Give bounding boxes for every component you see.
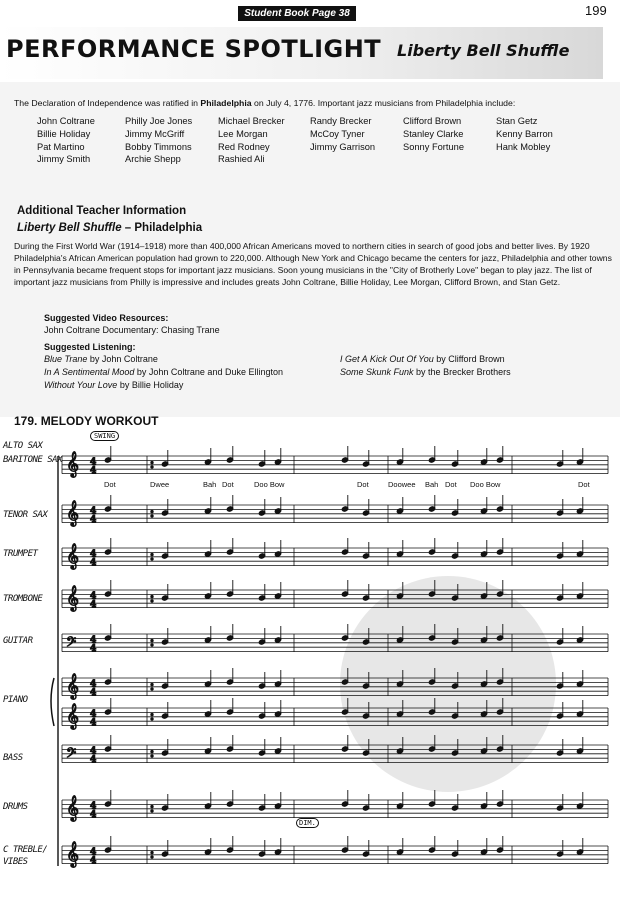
musicians-column-1 (37, 115, 95, 166)
lyric: Dwee (150, 480, 170, 489)
dim-marking: DIM. (296, 818, 319, 828)
video-resources-heading: Suggested Video Resources: (44, 313, 169, 323)
clef-icon: 𝄢 (66, 634, 77, 653)
repeat-dot (151, 553, 153, 555)
instrument-label: VIBES (3, 857, 28, 867)
repeat-dot (151, 688, 153, 690)
list-item: Hank Mobley (496, 141, 551, 152)
clef-icon: 𝄞 (66, 452, 80, 477)
page-title: PERFORMANCE SPOTLIGHT (6, 35, 382, 63)
clef-icon: 𝄞 (66, 544, 80, 569)
repeat-dot (151, 461, 153, 463)
time-signature: 4 (90, 635, 97, 646)
repeat-dot (151, 683, 153, 685)
intro-text: The Declaration of Independence was ratified in Philadelphia on July 4, 1776. Important jazz musicians from Philadelphia include: (14, 98, 516, 108)
repeat-dot (151, 558, 153, 560)
repeat-dot (151, 515, 153, 517)
teacher-info-song-heading: Liberty Bell Shuffle – Philadelphia (17, 222, 203, 234)
list-item: Stan Getz (496, 116, 538, 126)
lyric: Dot (357, 480, 369, 489)
piano-brace (51, 678, 54, 726)
list-item: Archie Shepp (125, 154, 181, 165)
repeat-dot (151, 851, 153, 853)
instrument-label: PIANO (3, 695, 28, 705)
clef-icon: 𝄞 (66, 674, 80, 699)
time-signature: 4 (90, 810, 97, 820)
list-item: Jimmy Smith (37, 154, 91, 165)
instrument-label: TRUMPET (3, 549, 38, 559)
time-signature: 4 (90, 457, 97, 468)
clef-icon: 𝄞 (66, 704, 80, 729)
page-number: 199 (585, 3, 607, 18)
repeat-dot (151, 600, 153, 602)
instrument-label: DRUMS (3, 802, 28, 812)
instrument-label: BASS (3, 753, 23, 763)
lyric: Dot (445, 480, 457, 489)
time-signature: 4 (90, 688, 97, 698)
musicians-column-3 (218, 115, 285, 166)
time-signature: 4 (90, 679, 97, 690)
list-item: Kenny Barron (496, 128, 553, 139)
list-item: Bobby Timmons (125, 141, 192, 152)
lyric: Bah (203, 480, 217, 489)
list-item: Jimmy McGriff (125, 128, 185, 139)
lyric: Bah (425, 480, 439, 489)
listening-heading: Suggested Listening: (44, 342, 136, 352)
video-resource-item: John Coltrane Documentary: Chasing Trane (44, 325, 220, 335)
time-signature: 4 (90, 600, 97, 610)
repeat-dot (151, 466, 153, 468)
listening-item: I Get A Kick Out Of You by Clifford Brown (340, 354, 505, 364)
repeat-dot (151, 810, 153, 812)
time-signature: 4 (90, 466, 97, 476)
list-item: Stanley Clarke (403, 128, 464, 139)
listening-item: Without Your Love by Billie Holiday (44, 380, 184, 390)
repeat-dot (151, 713, 153, 715)
clef-icon: 𝄢 (66, 745, 77, 764)
song-title: Liberty Bell Shuffle (397, 41, 570, 60)
lyric: Dot (578, 480, 590, 489)
musicians-column-4 (310, 115, 375, 153)
instrument-label: TENOR SAX (3, 510, 48, 520)
list-item: Sonny Fortune (403, 141, 464, 152)
instrument-label: BARITONE SAX (3, 455, 63, 465)
clef-icon: 𝄞 (66, 842, 80, 867)
time-signature: 4 (90, 644, 97, 654)
repeat-dot (151, 510, 153, 512)
time-signature: 4 (90, 847, 97, 858)
lyric: Doo Bow (254, 480, 285, 489)
clef-icon: 𝄞 (66, 501, 80, 526)
list-item: Rashied Ali (218, 154, 265, 165)
repeat-dot (151, 755, 153, 757)
time-signature: 4 (90, 506, 97, 517)
list-item: Lee Morgan (218, 128, 268, 139)
teacher-info-heading: Additional Teacher Information (17, 205, 187, 217)
teacher-info-paragraph: During the First World War (1914–1918) more than 400,000 African Americans moved to northern cities in search of good jobs and better lives. By 1920 Philadelphia's African American population had grown to 220,000. Although New York and Chicago became the centers for jazz, Philadelphia and other towns in Pennsylvania became frequent stops for important jazz musicians. Soon young musicians in the "City of Brotherly Love" began to play jazz. The list of important jazz musicians from Philly is impressive and includes greats John Coltrane, Billie Holiday, Lee Morgan, Clifford Brown, and Stan Getz. (14, 241, 612, 287)
clef-icon: 𝄞 (66, 796, 80, 821)
time-signature: 4 (90, 746, 97, 757)
exercise-title: 179. MELODY WORKOUT (14, 414, 159, 428)
listening-item: In A Sentimental Mood by John Coltrane and Duke Ellington (44, 367, 283, 377)
list-item: McCoy Tyner (310, 128, 365, 139)
repeat-dot (151, 644, 153, 646)
list-item: Philly Joe Jones (125, 116, 193, 126)
list-item: Red Rodney (218, 141, 270, 152)
instrument-label: C TREBLE/ (3, 845, 48, 855)
lyric: Doowee (388, 480, 416, 489)
list-item: Michael Brecker (218, 116, 285, 126)
student-book-page-tab: Student Book Page 38 (238, 6, 356, 21)
repeat-dot (151, 856, 153, 858)
swing-marking: SWING (90, 431, 119, 441)
musicians-column-6 (496, 115, 553, 153)
clef-icon: 𝄞 (66, 586, 80, 611)
instrument-label: GUITAR (3, 636, 33, 646)
repeat-dot (151, 750, 153, 752)
list-item: Billie Holiday (37, 128, 91, 139)
time-signature: 4 (90, 591, 97, 602)
time-signature: 4 (90, 549, 97, 560)
repeat-dot (151, 639, 153, 641)
list-item: John Coltrane (37, 116, 95, 126)
repeat-dot (151, 718, 153, 720)
lyric: Doo Bow (470, 480, 501, 489)
listening-item: Some Skunk Funk by the Brecker Brothers (340, 367, 511, 377)
lyric: Dot (104, 480, 116, 489)
time-signature: 4 (90, 801, 97, 812)
time-signature: 4 (90, 515, 97, 525)
time-signature: 4 (90, 558, 97, 568)
list-item: Pat Martino (37, 141, 85, 152)
repeat-dot (151, 805, 153, 807)
time-signature: 4 (90, 755, 97, 765)
list-item: Clifford Brown (403, 116, 462, 126)
musicians-column-5 (403, 115, 464, 153)
repeat-dot (151, 595, 153, 597)
lyric: Dot (222, 480, 234, 489)
list-item: Jimmy Garrison (310, 141, 376, 152)
time-signature: 4 (90, 856, 97, 866)
listening-item: Blue Trane by John Coltrane (44, 354, 158, 364)
list-item: Randy Brecker (310, 116, 372, 126)
music-score (0, 428, 640, 904)
time-signature: 4 (90, 709, 97, 720)
instrument-label: ALTO SAX (3, 441, 43, 451)
musicians-column-2 (125, 115, 192, 166)
instrument-label: TROMBONE (3, 594, 43, 604)
time-signature: 4 (90, 718, 97, 728)
